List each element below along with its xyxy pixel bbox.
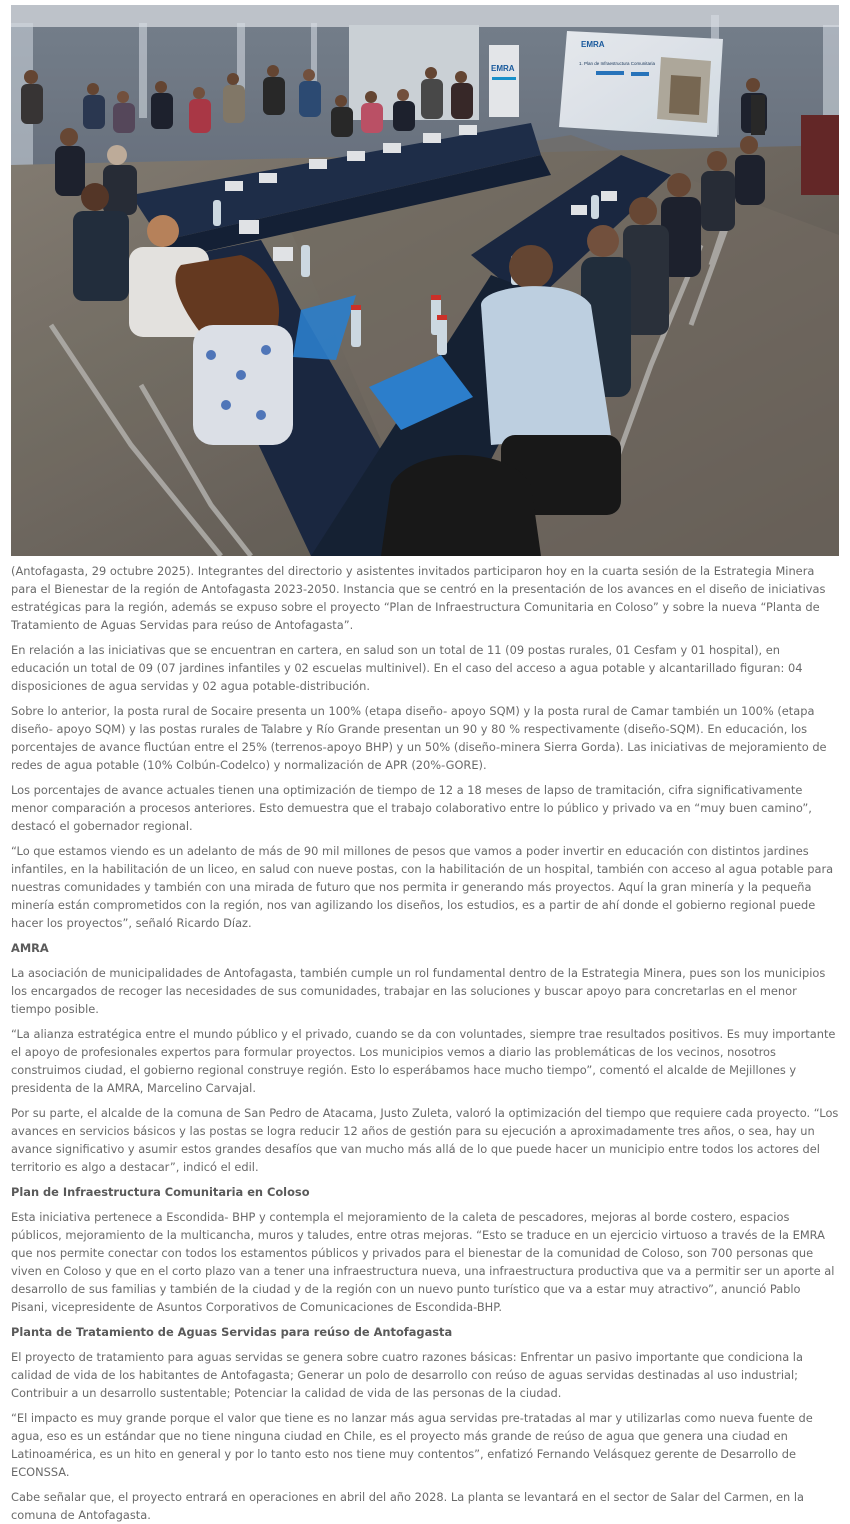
section-heading-coloso: Plan de Infraestructura Comunitaria en Coloso bbox=[11, 1185, 310, 1199]
article-body bbox=[11, 562, 839, 1524]
paragraph-intro: (Antofagasta, 29 octubre 2025). Integrantes del directorio y asistentes invitados participaron hoy en la cuarta sesión de la Estrategia Minera para el Bienestar de la región de Antofagasta 2023-2050. Instancia que se centró en la presentación de los avances en el diseño de iniciativas estratégicas para la región, además se expuso sobre el proyecto “Plan de Infraestructura Comunitaria en Coloso” y sobre la nueva “Planta de Tratamiento de Aguas Servidas para reúso de Antofagasta”. bbox=[11, 564, 826, 632]
svg-text:EMRA: EMRA bbox=[491, 64, 515, 73]
paragraph-quote: “Lo que estamos viendo es un adelanto de más de 90 mil millones de pesos que vamos a poder invertir en educación con distintos jardines infantiles, en la habilitación de un liceo, en salud con nueve postas, con la habilitación de un hospital, también con acceso al agua potable para nuestras comunidades y también con una mirada de futuro que nos permita ir generando más proyectos. Aquí la gran minería y la pequeña minería están comprometidos con la región, nos van agilizando los diseños, los estudios, es a partir de ahí donde el gobierno regional puede hacer los proyectos”, señaló Ricardo Díaz. bbox=[11, 844, 834, 930]
paragraph: Sobre lo anterior, la posta rural de Socaire presenta un 100% (etapa diseño- apoyo SQM) y la posta rural de Camar también un 100% (etapa diseño- apoyo SQM) y las postas rurales de Talabre y Río Grande presentan un 90 y 80 % respectivamente (diseño-SQM). En educación, los porcentajes de avance fluctúan entre el 25% (terrenos-apoyo BHP) y un 50% (diseño-minera Sierra Gorda). Las iniciativas de mejoramiento de redes de agua potable (10% Colbún-Codelco) y normalización de APR (20%-GORE). bbox=[11, 704, 827, 772]
paragraph: En relación a las iniciativas que se encuentran en cartera, en salud son un total de 11 (09 postas rurales, 01 Cesfam y 01 hospital), en educación un total de 09 (07 jardines infantiles y 02 escuelas multinivel). En el caso del acceso a agua potable y alcantarillado figuran: 04 disposiciones de agua servidas y 02 agua potable-distribución. bbox=[11, 643, 803, 693]
paragraph: El proyecto de tratamiento para aguas servidas se genera sobre cuatro razones básicas: Enfrentar un pasivo importante que condiciona la calidad de vida de los habitantes de Antofagasta; Generar un polo de desarrollo con reúso de aguas servidas destinadas al uso industrial; Contribuir a un desarrollo sustentable; Potenciar la calidad de vida de las personas de la ciudad. bbox=[11, 1350, 803, 1400]
paragraph: La asociación de municipalidades de Antofagasta, también cumple un rol fundamental dentro de la Estrategia Minera, pues son los municipios los encargados de recoger las necesidades de sus comunidades, trabajar en las soluciones y buscar apoyo para concretarlas en el menor tiempo posible. bbox=[11, 966, 826, 1016]
paragraph-quote: “El impacto es muy grande porque el valor que tiene es no lanzar más agua servidas pre-tratadas al mar y utilizarlas como nueva fuente de agua, eso es un estándar que no tiene ninguna ciudad en Chile, es el proyecto más grande de reúso de agua que genera una ciudad en Latinoamérica, es un hito en general y por lo tanto esto nos tiene muy contentos”, enfatizó Fernando Velásquez gerente de Desarrollo de ECONSSA. bbox=[11, 1411, 813, 1479]
section-heading-amra: AMRA bbox=[11, 941, 49, 955]
paragraph-closing: Cabe señalar que, el proyecto entrará en operaciones en abril del año 2028. La planta se levantará en el sector de Salar del Carmen, en la comuna de Antofagasta. bbox=[11, 1490, 804, 1522]
paragraph: Los porcentajes de avance actuales tienen una optimización de tiempo de 12 a 18 meses de lapso de tramitación, cifra significativamente menor comparación a procesos anteriores. Esto demuestra que el trabajo colaborativo entre lo público y privado va en “muy buen camino”, destacó el gobernador regional. bbox=[11, 783, 812, 833]
paragraph: Por su parte, el alcalde de la comuna de San Pedro de Atacama, Justo Zuleta, valoró la optimización del tiempo que requiere cada proyecto. “Los avances en servicios básicos y las postas se logra reducir 12 años de gestión para su ejecución a aproximadamente tres años, o sea, hay un avance significativo y asumir estos grandes desafíos que van mucho más allá de lo que puede hacer un municipio entre todos los actores del territorio es algo a destacar”, indicó el edil. bbox=[11, 1106, 839, 1174]
svg-text:1. Plan de Infraestructura Com: 1. Plan de Infraestructura Comunitaria bbox=[579, 61, 656, 66]
meeting-photo-illustration bbox=[11, 5, 839, 556]
svg-text:EMRA: EMRA bbox=[581, 40, 605, 49]
paragraph: Esta iniciativa pertenece a Escondida- BHP y contempla el mejoramiento de la caleta de pescadores, mejoras al borde costero, espacios públicos, mejoramiento de la multicancha, muros y taludes, entre otras mejoras. “Esto se traduce en un ejercicio virtuoso a través de la EMRA que nos permite conectar con todos los estamentos públicos y privados para el bienestar de la comunidad de Coloso, son 700 personas que viven en Coloso y que en el corto plazo van a tener una infraestructura nueva, una infraestructura productiva que va a permitir ser un aporte al desarrollo de sus familias y también de la ciudad y de la región con un nuevo punto turístico que va a estar muy atractivo”, anunció Pablo Pisani, vicepresidente de Asuntos Corporativos de Comunicaciones de Escondida-BHP. bbox=[11, 1210, 835, 1314]
paragraph-quote: “La alianza estratégica entre el mundo público y el privado, cuando se da con voluntades, siempre trae resultados positivos. Es muy importante el apoyo de profesionales expertos para formular proyectos. Los municipios vemos a diario las problemáticas de los vecinos, nosotros construimos ciudad, el gobierno regional construye región. Esto lo esperábamos hace mucho tiempo”, comentó el alcalde de Mejillones y presidenta de la AMRA, Marcelino Carvajal. bbox=[11, 1027, 836, 1095]
meeting-photo bbox=[11, 5, 839, 556]
section-heading-planta: Planta de Tratamiento de Aguas Servidas para reúso de Antofagasta bbox=[11, 1325, 453, 1339]
